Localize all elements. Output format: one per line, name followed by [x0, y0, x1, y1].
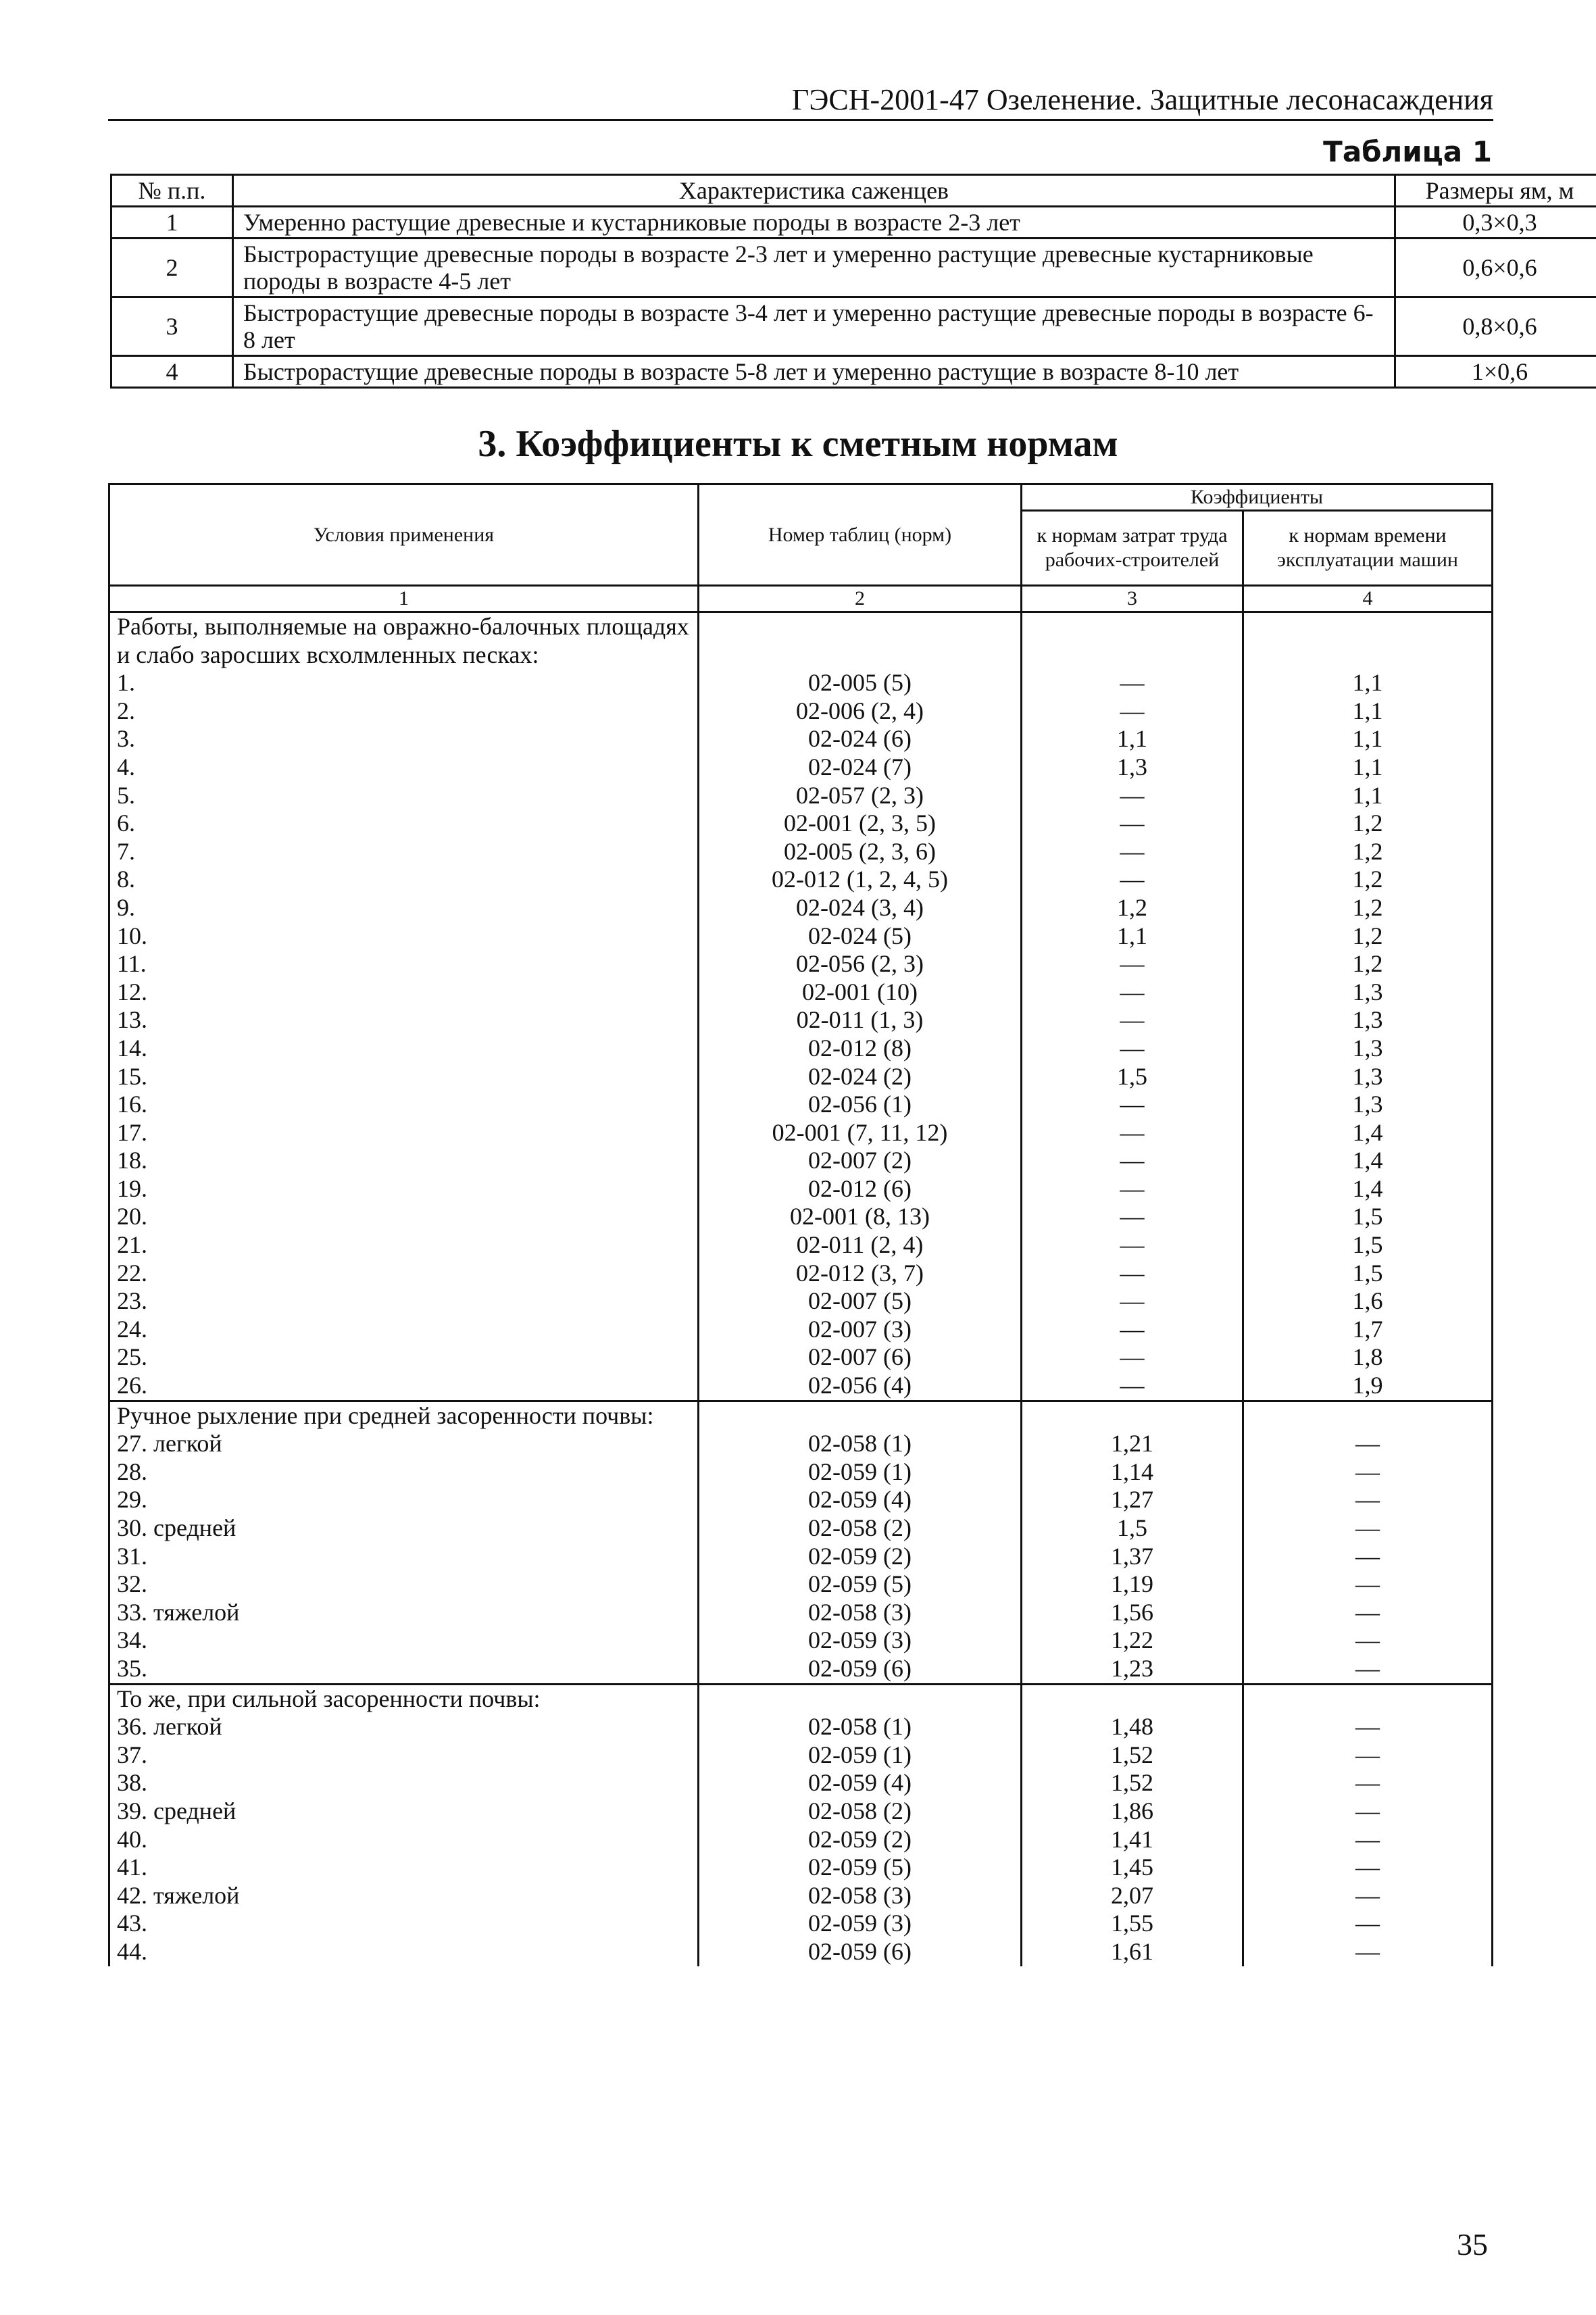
row-labor-coef: —: [1120, 837, 1145, 865]
table1-row: [111, 239, 1596, 297]
row-label: 39. средней: [117, 1797, 236, 1824]
row-table-number: 02-024 (5): [808, 922, 912, 949]
row-table-number: 02-059 (6): [808, 1654, 912, 1682]
row-table-number: 02-059 (2): [808, 1825, 912, 1853]
header-conditions: Условия применения: [109, 484, 699, 586]
table2-group: [109, 1684, 1493, 1966]
header-cell: Характеристика саженцев: [233, 175, 1395, 207]
row-table-number: 02-011 (1, 3): [796, 1006, 924, 1034]
spacer: [1251, 641, 1485, 670]
table1: [110, 174, 1596, 389]
spacer: [1029, 1685, 1235, 1714]
row-label: 14.: [117, 1034, 147, 1062]
table-numbers-cell: [699, 612, 1022, 1401]
row-labor-coef: —: [1120, 1372, 1145, 1399]
labor-coef-cell: [1022, 612, 1243, 1401]
row-label: 22.: [117, 1259, 147, 1287]
row-labor-coef: —: [1120, 1091, 1145, 1118]
row-label: 8.: [117, 866, 135, 893]
spacer: [1029, 641, 1235, 670]
row-machine-coef: 1,1: [1352, 781, 1383, 809]
row-labor-coef: 1,1: [1117, 922, 1147, 949]
row-labor-coef: 1,86: [1111, 1797, 1153, 1824]
row-machine-coef: 1,1: [1352, 697, 1383, 724]
row-machine-coef: —: [1355, 1910, 1380, 1937]
group-title: Ручное рыхление при средней засоренности почвы:: [117, 1401, 654, 1429]
row-machine-coef: 1,1: [1352, 669, 1383, 697]
row-table-number: 02-007 (5): [808, 1287, 912, 1315]
row-labor-coef: 1,14: [1111, 1458, 1153, 1485]
row-machine-coef: 1,3: [1352, 1006, 1383, 1034]
row-table-number: 02-001 (7, 11, 12): [772, 1118, 948, 1146]
row-labor-coef: 1,56: [1111, 1598, 1153, 1626]
row-label: 29.: [117, 1486, 147, 1514]
row-label: 9.: [117, 893, 135, 921]
row-labor-coef: —: [1120, 1287, 1145, 1315]
machine-coef-cell: [1243, 1401, 1493, 1684]
row-table-number: 02-059 (3): [808, 1910, 912, 1937]
row-labor-coef: 1,23: [1111, 1654, 1153, 1682]
header-labor: к нормам затрат труда рабочих-строителей: [1022, 511, 1243, 586]
row-label: 20.: [117, 1203, 147, 1230]
row-table-number: 02-058 (1): [808, 1713, 912, 1741]
row-label: 10.: [117, 922, 147, 949]
row-labor-coef: 1,5: [1117, 1062, 1147, 1090]
row-machine-coef: —: [1355, 1598, 1380, 1626]
row-label: 31.: [117, 1542, 147, 1570]
row-label: 24.: [117, 1315, 147, 1343]
table-numbers-cell: [699, 1684, 1022, 1966]
machine-coef-cell: [1243, 612, 1493, 1401]
row-table-number: 02-005 (2, 3, 6): [784, 837, 936, 865]
row-labor-coef: —: [1120, 866, 1145, 893]
row-description: Быстрорастущие древесные породы в возрасте 3-4 лет и умеренно растущие древесные породы в возрасте 6-8 лет: [233, 297, 1395, 356]
row-table-number: 02-056 (4): [808, 1372, 912, 1399]
row-label: 25.: [117, 1343, 147, 1371]
row-label: 4.: [117, 753, 135, 780]
page-number: 35: [1457, 2227, 1488, 2262]
header-cell: Размеры ям, м: [1395, 175, 1596, 207]
table2-body: [109, 612, 1493, 1966]
row-machine-coef: —: [1355, 1937, 1380, 1965]
row-labor-coef: —: [1120, 781, 1145, 809]
row-table-number: 02-059 (2): [808, 1542, 912, 1570]
row-labor-coef: 1,5: [1117, 1514, 1147, 1541]
row-table-number: 02-056 (1): [808, 1091, 912, 1118]
row-labor-coef: 1,45: [1111, 1853, 1153, 1881]
row-table-number: 02-059 (5): [808, 1853, 912, 1881]
row-labor-coef: 1,21: [1111, 1430, 1153, 1458]
row-labor-coef: 1,61: [1111, 1937, 1153, 1965]
row-table-number: 02-024 (2): [808, 1062, 912, 1090]
row-table-number: 02-058 (2): [808, 1797, 912, 1824]
row-table-number: 02-007 (3): [808, 1315, 912, 1343]
row-machine-coef: 1,3: [1352, 978, 1383, 1005]
row-machine-coef: 1,3: [1352, 1091, 1383, 1118]
row-machine-coef: —: [1355, 1741, 1380, 1768]
row-label: 6.: [117, 810, 135, 837]
row-label: 11.: [117, 950, 147, 978]
row-table-number: 02-012 (6): [808, 1174, 912, 1202]
row-labor-coef: —: [1120, 1343, 1145, 1371]
row-labor-coef: —: [1120, 1231, 1145, 1259]
row-table-number: 02-024 (7): [808, 753, 912, 780]
row-label: 7.: [117, 837, 135, 865]
row-label: 34.: [117, 1626, 147, 1654]
row-table-number: 02-007 (6): [808, 1343, 912, 1371]
row-table-number: 02-059 (1): [808, 1458, 912, 1485]
column-number: 1: [109, 586, 699, 612]
row-table-number: 02-059 (6): [808, 1937, 912, 1965]
row-label: 19.: [117, 1174, 147, 1202]
column-number: 4: [1243, 586, 1493, 612]
row-label: 23.: [117, 1287, 147, 1315]
row-pit-size: 1×0,6: [1395, 356, 1596, 388]
table1-header-row: [111, 175, 1596, 207]
row-table-number: 02-058 (3): [808, 1881, 912, 1909]
row-label: 16.: [117, 1091, 147, 1118]
row-labor-coef: 1,55: [1111, 1910, 1153, 1937]
row-labor-coef: 1,41: [1111, 1825, 1153, 1853]
row-pit-size: 0,3×0,3: [1395, 207, 1596, 239]
row-labor-coef: —: [1120, 1006, 1145, 1034]
row-table-number: 02-007 (2): [808, 1147, 912, 1174]
row-label: 3.: [117, 725, 135, 753]
row-labor-coef: 1,52: [1111, 1741, 1153, 1768]
row-machine-coef: 1,4: [1352, 1118, 1383, 1146]
row-number: 4: [111, 356, 233, 388]
row-label: 42. тяжелой: [117, 1881, 240, 1909]
row-labor-coef: —: [1120, 1034, 1145, 1062]
spacer: [706, 1402, 1014, 1430]
header-table-numbers: Номер таблиц (норм): [699, 484, 1022, 586]
header-cell: № п.п.: [111, 175, 233, 207]
row-label: 15.: [117, 1062, 147, 1090]
row-label: 18.: [117, 1147, 147, 1174]
row-label: 27. легкой: [117, 1430, 222, 1458]
row-machine-coef: —: [1355, 1486, 1380, 1514]
row-label: 35.: [117, 1654, 147, 1682]
conditions-cell: [109, 1684, 699, 1966]
spacer: [706, 641, 1014, 670]
spacer: [1029, 1402, 1235, 1430]
row-machine-coef: —: [1355, 1626, 1380, 1654]
row-machine-coef: 1,5: [1352, 1203, 1383, 1230]
row-description: Умеренно растущие древесные и кустарниковые породы в возрасте 2-3 лет: [233, 207, 1395, 239]
row-label: 40.: [117, 1825, 147, 1853]
row-label: 28.: [117, 1458, 147, 1485]
row-label: 38.: [117, 1769, 147, 1797]
row-label: 21.: [117, 1231, 147, 1259]
table1-row: [111, 356, 1596, 388]
row-machine-coef: 1,7: [1352, 1315, 1383, 1343]
row-machine-coef: 1,2: [1352, 950, 1383, 978]
table2-numbers-row: [109, 586, 1493, 612]
row-machine-coef: 1,4: [1352, 1174, 1383, 1202]
row-label: 26.: [117, 1372, 147, 1399]
row-table-number: 02-058 (1): [808, 1430, 912, 1458]
row-machine-coef: 1,2: [1352, 837, 1383, 865]
row-machine-coef: 1,4: [1352, 1147, 1383, 1174]
row-labor-coef: 1,3: [1117, 753, 1147, 780]
row-machine-coef: 1,1: [1352, 725, 1383, 753]
group-title: То же, при сильной засоренности почвы:: [117, 1685, 541, 1712]
row-labor-coef: —: [1120, 1259, 1145, 1287]
header-coefficients: Коэффициенты: [1022, 484, 1493, 511]
row-table-number: 02-059 (1): [808, 1741, 912, 1768]
row-table-number: 02-059 (4): [808, 1486, 912, 1514]
conditions-cell: [109, 1401, 699, 1684]
row-labor-coef: —: [1120, 1315, 1145, 1343]
row-labor-coef: —: [1120, 978, 1145, 1005]
row-table-number: 02-059 (5): [808, 1570, 912, 1598]
row-pit-size: 0,6×0,6: [1395, 239, 1596, 297]
row-table-number: 02-012 (3, 7): [796, 1259, 924, 1287]
row-table-number: 02-001 (8, 13): [790, 1203, 930, 1230]
row-labor-coef: —: [1120, 950, 1145, 978]
row-machine-coef: 1,9: [1352, 1372, 1383, 1399]
row-table-number: 02-024 (3, 4): [796, 893, 924, 921]
row-label: 41.: [117, 1853, 147, 1881]
table2-group: [109, 612, 1493, 1401]
row-labor-coef: —: [1120, 1203, 1145, 1230]
row-labor-coef: 1,1: [1117, 725, 1147, 753]
row-labor-coef: 1,22: [1111, 1626, 1153, 1654]
row-machine-coef: —: [1355, 1769, 1380, 1797]
row-labor-coef: 2,07: [1111, 1881, 1153, 1909]
table-numbers-cell: [699, 1401, 1022, 1684]
table2-group: [109, 1401, 1493, 1684]
labor-coef-cell: [1022, 1684, 1243, 1966]
spacer: [1029, 613, 1235, 641]
conditions-cell: [109, 612, 699, 1401]
row-machine-coef: 1,8: [1352, 1343, 1383, 1371]
header-machines: к нормам времени эксплуатации машин: [1243, 511, 1493, 586]
column-number: 3: [1022, 586, 1243, 612]
row-machine-coef: —: [1355, 1797, 1380, 1824]
row-machine-coef: 1,5: [1352, 1259, 1383, 1287]
coefficients-table: [108, 483, 1493, 1966]
row-machine-coef: —: [1355, 1430, 1380, 1458]
row-machine-coef: 1,3: [1352, 1062, 1383, 1090]
row-table-number: 02-005 (5): [808, 669, 912, 697]
row-labor-coef: —: [1120, 669, 1145, 697]
row-labor-coef: 1,37: [1111, 1542, 1153, 1570]
row-machine-coef: 1,2: [1352, 810, 1383, 837]
section-title: 3. Коэффициенты к сметным нормам: [478, 423, 1118, 465]
row-table-number: 02-059 (4): [808, 1769, 912, 1797]
row-machine-coef: 1,6: [1352, 1287, 1383, 1315]
row-machine-coef: 1,2: [1352, 866, 1383, 893]
row-machine-coef: 1,2: [1352, 893, 1383, 921]
row-machine-coef: —: [1355, 1825, 1380, 1853]
row-number: 2: [111, 239, 233, 297]
row-table-number: 02-056 (2, 3): [796, 950, 924, 978]
column-number: 2: [699, 586, 1022, 612]
row-label: 43.: [117, 1910, 147, 1937]
row-table-number: 02-059 (3): [808, 1626, 912, 1654]
spacer: [1251, 1402, 1485, 1430]
table1-body: [111, 207, 1596, 388]
row-label: 30. средней: [117, 1514, 236, 1541]
row-label: 12.: [117, 978, 147, 1005]
labor-coef-cell: [1022, 1401, 1243, 1684]
row-labor-coef: 1,52: [1111, 1769, 1153, 1797]
row-label: 1.: [117, 669, 135, 697]
row-table-number: 02-024 (6): [808, 725, 912, 753]
table2-header-row: [109, 484, 1493, 511]
row-table-number: 02-001 (2, 3, 5): [784, 810, 936, 837]
row-machine-coef: 1,1: [1352, 753, 1383, 780]
row-table-number: 02-012 (8): [808, 1034, 912, 1062]
spacer: [1251, 613, 1485, 641]
row-table-number: 02-057 (2, 3): [796, 781, 924, 809]
spacer: [706, 1685, 1014, 1714]
row-number: 3: [111, 297, 233, 356]
row-table-number: 02-058 (3): [808, 1598, 912, 1626]
row-table-number: 02-058 (2): [808, 1514, 912, 1541]
running-header: ГЭСН-2001-47 Озеленение. Защитные лесонасаждения: [108, 81, 1493, 121]
row-labor-coef: —: [1120, 810, 1145, 837]
row-label: 5.: [117, 781, 135, 809]
row-label: 44.: [117, 1937, 147, 1965]
row-labor-coef: 1,2: [1117, 893, 1147, 921]
row-labor-coef: 1,19: [1111, 1570, 1153, 1598]
row-labor-coef: —: [1120, 1147, 1145, 1174]
row-label: 13.: [117, 1006, 147, 1034]
row-machine-coef: 1,2: [1352, 922, 1383, 949]
row-machine-coef: —: [1355, 1458, 1380, 1485]
row-description: Быстрорастущие древесные породы в возрасте 2-3 лет и умеренно растущие древесные кустарниковые породы в возрасте 4-5 лет: [233, 239, 1395, 297]
spacer: [1251, 1685, 1485, 1714]
row-label: 2.: [117, 697, 135, 724]
row-machine-coef: —: [1355, 1542, 1380, 1570]
row-machine-coef: —: [1355, 1881, 1380, 1909]
row-label: 36. легкой: [117, 1713, 222, 1741]
row-description: Быстрорастущие древесные породы в возрасте 5-8 лет и умеренно растущие в возрасте 8-10 лет: [233, 356, 1395, 388]
row-machine-coef: 1,5: [1352, 1231, 1383, 1259]
row-machine-coef: —: [1355, 1514, 1380, 1541]
row-machine-coef: —: [1355, 1654, 1380, 1682]
row-number: 1: [111, 207, 233, 239]
row-table-number: 02-001 (10): [802, 978, 918, 1005]
row-labor-coef: —: [1120, 1174, 1145, 1202]
row-label: 37.: [117, 1741, 147, 1768]
row-table-number: 02-006 (2, 4): [796, 697, 924, 724]
row-labor-coef: 1,27: [1111, 1486, 1153, 1514]
row-labor-coef: —: [1120, 697, 1145, 724]
group-title: Работы, выполняемые на овражно-балочных площадях и слабо заросших всхолмленных песках:: [117, 613, 689, 668]
row-table-number: 02-012 (1, 2, 4, 5): [772, 866, 948, 893]
row-label: 17.: [117, 1118, 147, 1146]
row-machine-coef: —: [1355, 1570, 1380, 1598]
row-labor-coef: 1,48: [1111, 1713, 1153, 1741]
row-label: 32.: [117, 1570, 147, 1598]
row-labor-coef: —: [1120, 1118, 1145, 1146]
row-machine-coef: —: [1355, 1713, 1380, 1741]
machine-coef-cell: [1243, 1684, 1493, 1966]
row-pit-size: 0,8×0,6: [1395, 297, 1596, 356]
table1-caption: Таблица 1: [1323, 135, 1492, 168]
table1-row: [111, 297, 1596, 356]
row-label: 33. тяжелой: [117, 1598, 240, 1626]
row-machine-coef: 1,3: [1352, 1034, 1383, 1062]
row-machine-coef: —: [1355, 1853, 1380, 1881]
table1-row: [111, 207, 1596, 239]
row-table-number: 02-011 (2, 4): [796, 1231, 924, 1259]
spacer: [706, 613, 1014, 641]
